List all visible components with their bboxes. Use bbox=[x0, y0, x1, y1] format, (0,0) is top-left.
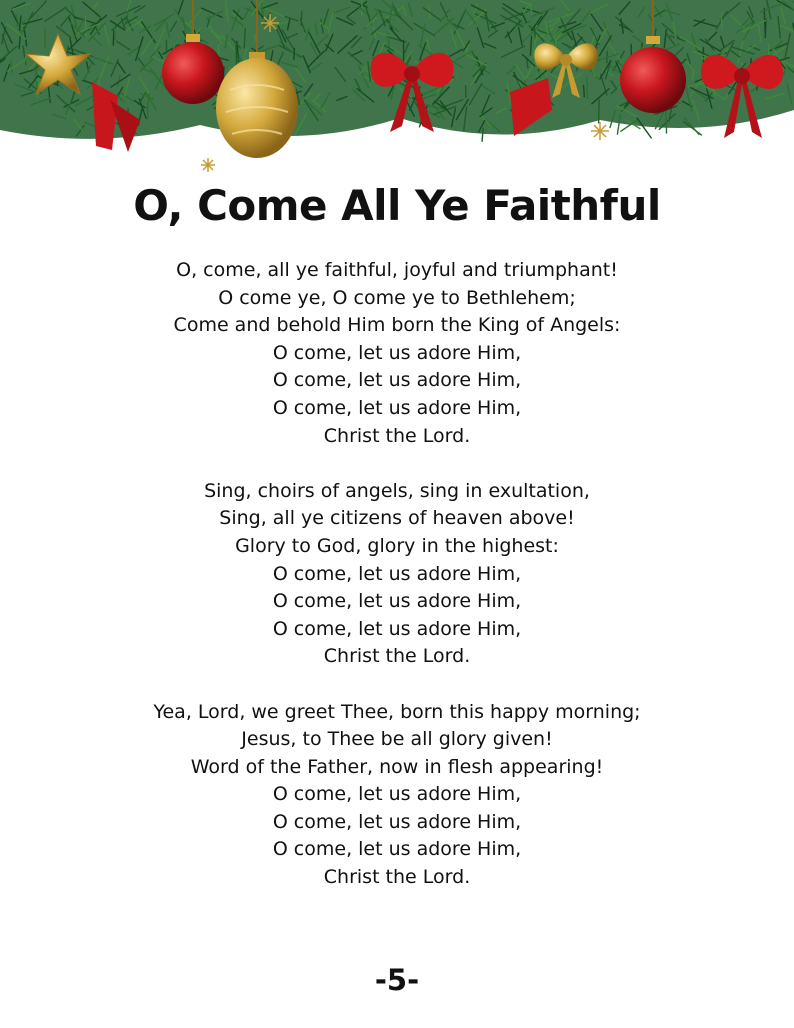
page-title: O, Come All Ye Faithful bbox=[133, 181, 661, 230]
lyric-line: Jesus, to Thee be all glory given! bbox=[241, 728, 553, 751]
lyric-line: Christ the Lord. bbox=[323, 645, 471, 668]
lyric-line: Sing, all ye citizens of heaven above! bbox=[219, 507, 575, 530]
lyric-line: O come, let us adore Him, bbox=[272, 810, 522, 833]
christmas-garland-icon bbox=[0, 0, 794, 185]
lyric-line: O come, let us adore Him, bbox=[272, 341, 522, 364]
lyric-line: Christ the Lord. bbox=[323, 866, 471, 889]
lyric-line: O come, let us adore Him, bbox=[272, 590, 522, 613]
verse-2 bbox=[0, 478, 794, 671]
lyric-line: O come, let us adore Him, bbox=[272, 838, 522, 861]
lyric-line: O come, let us adore Him, bbox=[272, 396, 522, 419]
lyric-line: Glory to God, glory in the highest: bbox=[235, 534, 559, 557]
lyric-line: O come ye, O come ye to Bethlehem; bbox=[218, 286, 576, 309]
lyric-line: Sing, choirs of angels, sing in exultation, bbox=[204, 479, 590, 502]
lyric-line: O come, let us adore Him, bbox=[272, 617, 522, 640]
lyric-line: O, come, all ye faithful, joyful and triumphant! bbox=[176, 259, 618, 281]
lyric-line: O come, let us adore Him, bbox=[272, 783, 522, 806]
lyric-line: O come, let us adore Him, bbox=[272, 562, 522, 585]
lyric-line: Word of the Father, now in flesh appearing! bbox=[190, 755, 604, 778]
lyric-line: O come, let us adore Him, bbox=[272, 369, 522, 392]
page-number: -5- bbox=[374, 963, 420, 997]
lyric-line: Yea, Lord, we greet Thee, born this happy morning; bbox=[153, 700, 641, 723]
verse-3 bbox=[0, 699, 794, 892]
lyrics bbox=[0, 257, 794, 919]
lyric-line: Come and behold Him born the King of Angels: bbox=[173, 314, 621, 337]
lyric-line: Christ the Lord. bbox=[323, 424, 471, 447]
verse-1 bbox=[0, 257, 794, 450]
